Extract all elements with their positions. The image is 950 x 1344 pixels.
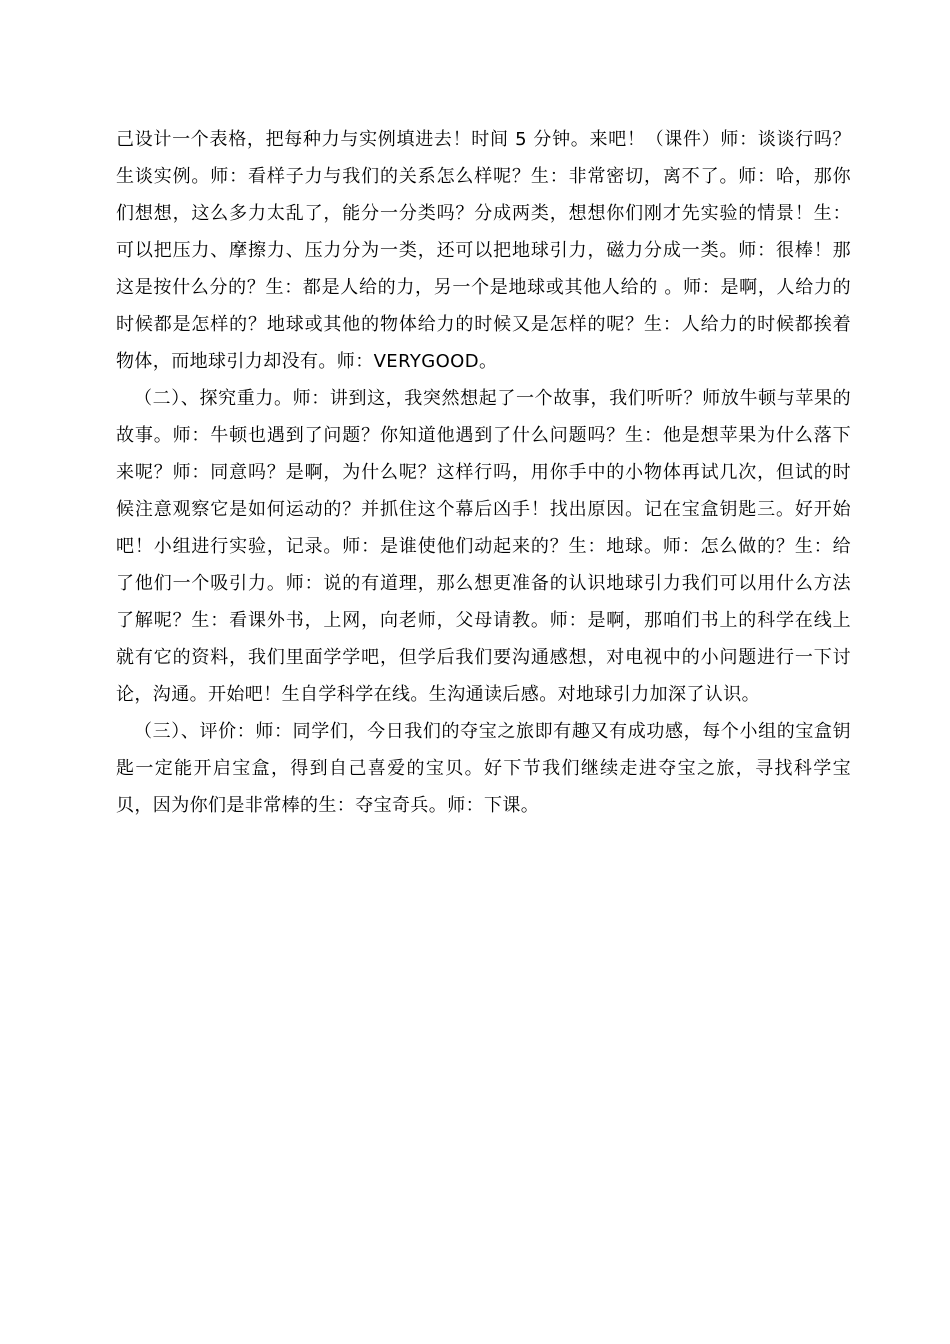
paragraph-evaluation: （三）、评价：师：同学们，今日我们的夺宝之旅即有趣又有成功感，每个小组的宝盒钥匙一定能开启宝盒，得到自己喜爱的宝贝。好下节我们继续走进夺宝之旅，寻找科学宝贝，因为你们是非常棒的生：夺宝奇兵。师：下课。 bbox=[116, 721, 851, 816]
paragraph-continuation: 己设计一个表格，把每种力与实例填进去！时间 5 分钟。来吧！（课件）师：谈谈行吗？生谈实例。师：看样子力与我们的关系怎么样呢？生：非常密切，离不了。师：哈，那你们想想，这么多力太乱了，能分一分类吗？分成两类，想想你们刚才先实验的情景！生：可以把压力、摩擦力、压力分为一类，还可以把地球引力，磁力分成一类。师：很棒！那这是按什么分的？生：都是人给的力，另一个是地球或其他人给的 。师：是啊，人给力的时候都是怎样的？地球或其他的物体给力的时候又是怎样的呢？生：人给力的时候都挨着物体，而地球引力却没有。师：VERYGOOD。 bbox=[116, 129, 851, 372]
paragraph-explore-gravity: （二）、探究重力。师：讲到这，我突然想起了一个故事，我们听听？师放牛顿与苹果的故事。师：牛顿也遇到了问题？你知道他遇到了什么问题吗？生：他是想苹果为什么落下来呢？师：同意吗？是啊，为什么呢？这样行吗，用你手中的小物体再试几次，但试的时候注意观察它是如何运动的？并抓住这个幕后凶手！找出原因。记在宝盒钥匙三。好开始吧！小组进行实验，记录。师：是谁使他们动起来的？生：地球。师：怎么做的？生：给了他们一个吸引力。师：说的有道理，那么想更准备的认识地球引力我们可以用什么方法了解呢？生：看课外书，上网，向老师，父母请教。师：是啊，那咱们书上的科学在线上就有它的资料，我们里面学学吧，但学后我们要沟通感想，对电视中的小问题进行一下讨论，沟通。开始吧！生自学科学在线。生沟通读后感。对地球引力加深了认识。 bbox=[116, 388, 851, 705]
document-body bbox=[116, 121, 851, 824]
